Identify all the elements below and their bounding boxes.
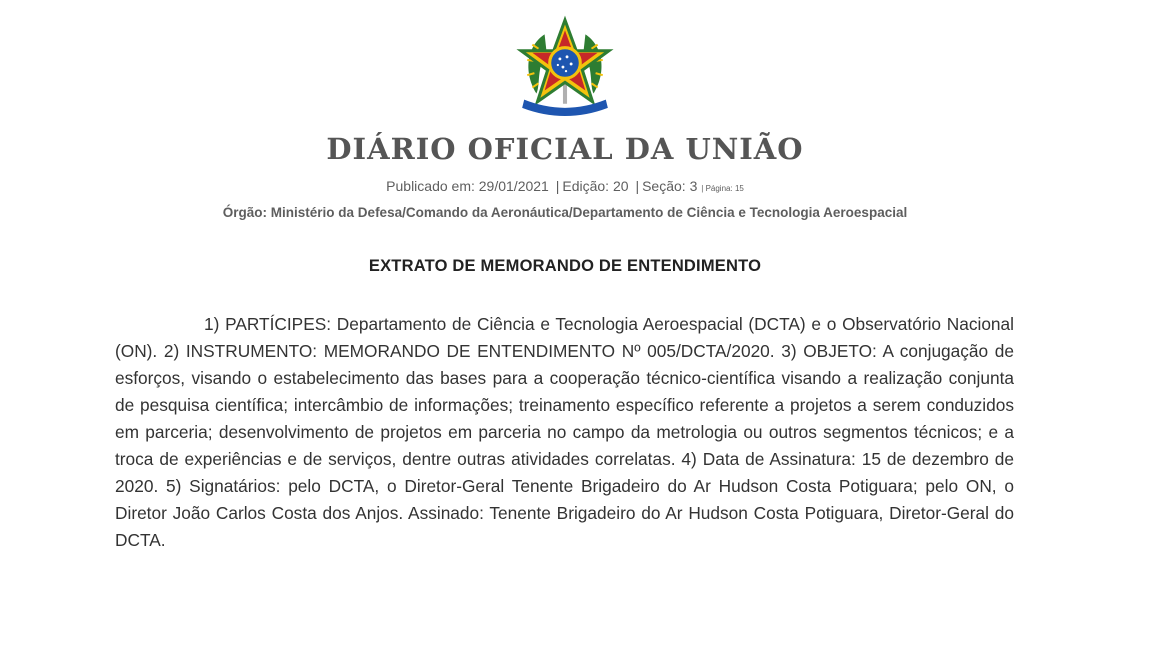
orgao-label: Órgão: <box>222 205 268 220</box>
separator: | <box>555 178 560 194</box>
pagina-info: | Página: 15 <box>701 184 744 193</box>
edicao-label: Edição: <box>562 178 610 194</box>
separator: | <box>635 178 640 194</box>
coat-of-arms-emblem <box>514 14 616 116</box>
publication-meta <box>0 178 1130 194</box>
document-heading: EXTRATO DE MEMORANDO DE ENTENDIMENTO <box>368 257 762 275</box>
secao-label: Seção: <box>642 178 686 194</box>
publication-title: DIÁRIO OFICIAL DA UNIÃO <box>326 132 804 166</box>
orgao-value: Ministério da Defesa/Comando da Aeronáutica/Departamento de Ciência e Tecnologia Aeroespacial <box>270 205 908 220</box>
publicado-value: 29/01/2021 <box>478 178 549 194</box>
publicado-label: Publicado em: <box>386 178 475 194</box>
orgao-line <box>0 205 1130 220</box>
central-disc <box>550 48 581 79</box>
document-body: 1) PARTÍCIPES: Departamento de Ciência e Tecnologia Aeroespacial (DCTA) e o Observatório Nacional (ON). 2) INSTRUMENTO: MEMORANDO DE ENTENDIMENTO Nº 005/DCTA/2020. 3) OBJETO: A conjugação de esforços, visando o estabelecimento das bases para a cooperação técnico-científica visando a realização conjunta de pesquisa científica; intercâmbio de informações; treinamento específico referente a projetos a serem conduzidos em parceria; desenvolvimento de projetos em parceria no campo da metrologia ou outros segmentos técnicos; e a troca de experiências e de serviços, dentre outras atividades correlatas. 4) Data de Assinatura: 15 de dezembro de 2020. 5) Signatários: pelo DCTA, o Diretor-Geral Tenente Brigadeiro do Ar Hudson Costa Potiguara; pelo ON, o Diretor João Carlos Costa dos Anjos. Assinado: Tenente Brigadeiro do Ar Hudson Costa Potiguara, Diretor-Geral do DCTA. <box>115 314 1014 550</box>
edicao-value: 20 <box>612 178 629 194</box>
pagina-label: Página: <box>705 184 733 193</box>
secao-value: 3 <box>689 178 698 194</box>
pagina-value: 15 <box>734 184 744 193</box>
